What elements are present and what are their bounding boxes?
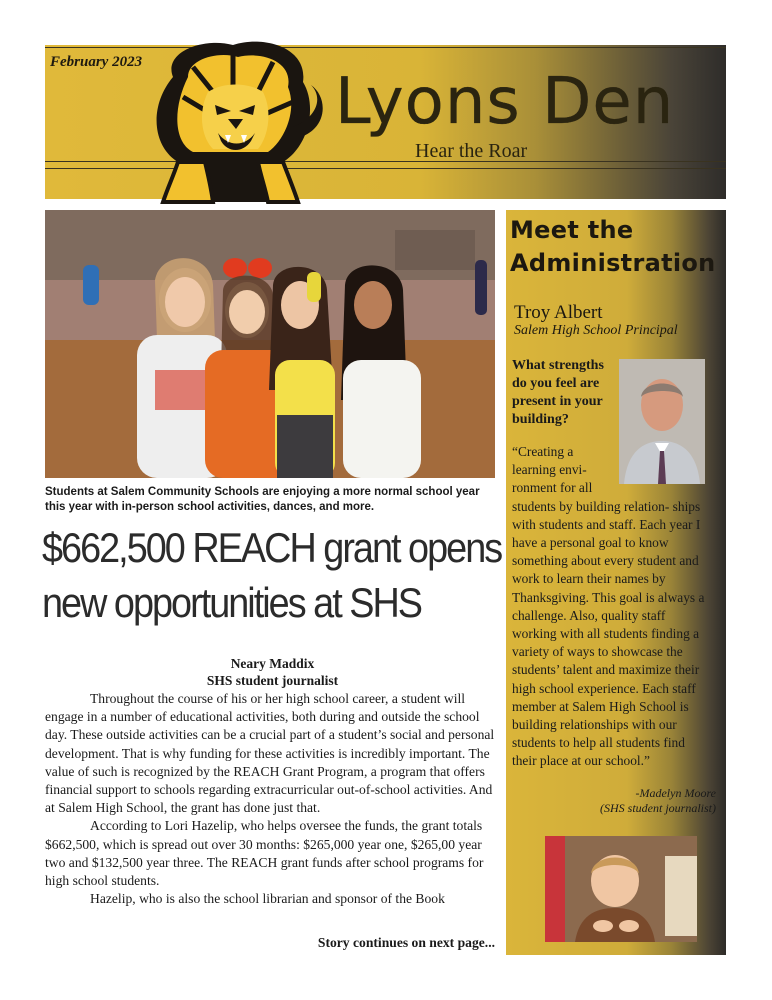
- credit-name: -Madelyn Moore: [635, 786, 716, 800]
- sidebar-title-line-2: Administration: [510, 249, 716, 277]
- child-photo-illustration: [545, 836, 697, 942]
- answer-opening: “Creating a learning envi- ronment for all: [512, 444, 593, 496]
- headline-line-1: $662,500 REACH grant opens: [42, 524, 502, 571]
- photo-caption: Students at Salem Community Schools are enjoying a more normal school year this year with in-person school activities, dances, and more.: [45, 486, 480, 513]
- admin-role: Salem High School Principal: [514, 323, 678, 338]
- byline: [45, 655, 500, 689]
- quote-credit: [600, 786, 716, 816]
- author-name: Neary Maddix: [230, 656, 315, 671]
- admin-name: Troy Albert: [514, 302, 603, 323]
- headline-line-2: new opportunities at SHS: [42, 579, 422, 626]
- sidebar-title-line-1: Meet the: [510, 216, 634, 244]
- students-photo-illustration: [45, 210, 495, 478]
- article-paragraph: Hazelip, who is also the school librarian and sponsor of the Book: [90, 891, 445, 907]
- interview-answer: [512, 443, 712, 771]
- administration-sidebar: [506, 210, 726, 955]
- students-photo: [45, 210, 495, 478]
- lion-head-icon: [133, 37, 328, 207]
- author-role: SHS student journalist: [206, 673, 339, 688]
- continue-note: Story continues on next page...: [317, 935, 495, 950]
- credit-role: (SHS student journalist): [600, 801, 716, 815]
- child-photo: [545, 836, 697, 942]
- article-headline: [42, 520, 502, 630]
- article-paragraph: According to Lori Hazelip, who helps oversee the funds, the grant totals $662,500, which is spread out over 30 months: $265,000 year one, $265,00 year two and $132,500 year three. The REACH grant funds after school programs for high school students.: [45, 818, 484, 889]
- newsletter-tagline: Hear the Roar: [415, 140, 528, 162]
- article-body: [45, 690, 500, 908]
- answer-continued: students by building relation- ships with students and staff. Each year I have a personal goal to know something about every student and work to learn their names by Thanksgiving. This goal is always a challenge. Also, quality staff working with all students finding a variety of ways to showcase the students’ talent and maximize their high school experience. Each staff member at Salem High School is building relationships with our students to help all students find their place at our school.”: [512, 498, 705, 769]
- sidebar-title: [510, 214, 716, 280]
- masthead: [45, 45, 726, 199]
- interview-question: What strengths do you feel are present in your building?: [512, 358, 604, 427]
- issue-date: February 2023: [50, 54, 143, 70]
- newsletter-title: Lyons Den: [335, 65, 675, 139]
- article-paragraph: Throughout the course of his or her high school career, a student will engage in a number of educational activities, both during and outside the school day. These outside activities can be a crucial part of a student’s social and personal development. That is why funding for these activities is incredibly important. The value of such is recognized by the REACH Grant Program, a program that offers financial support to schools regarding extracurricular out-of-school activities. And at Salem High School, the grant has done just that.: [45, 691, 495, 816]
